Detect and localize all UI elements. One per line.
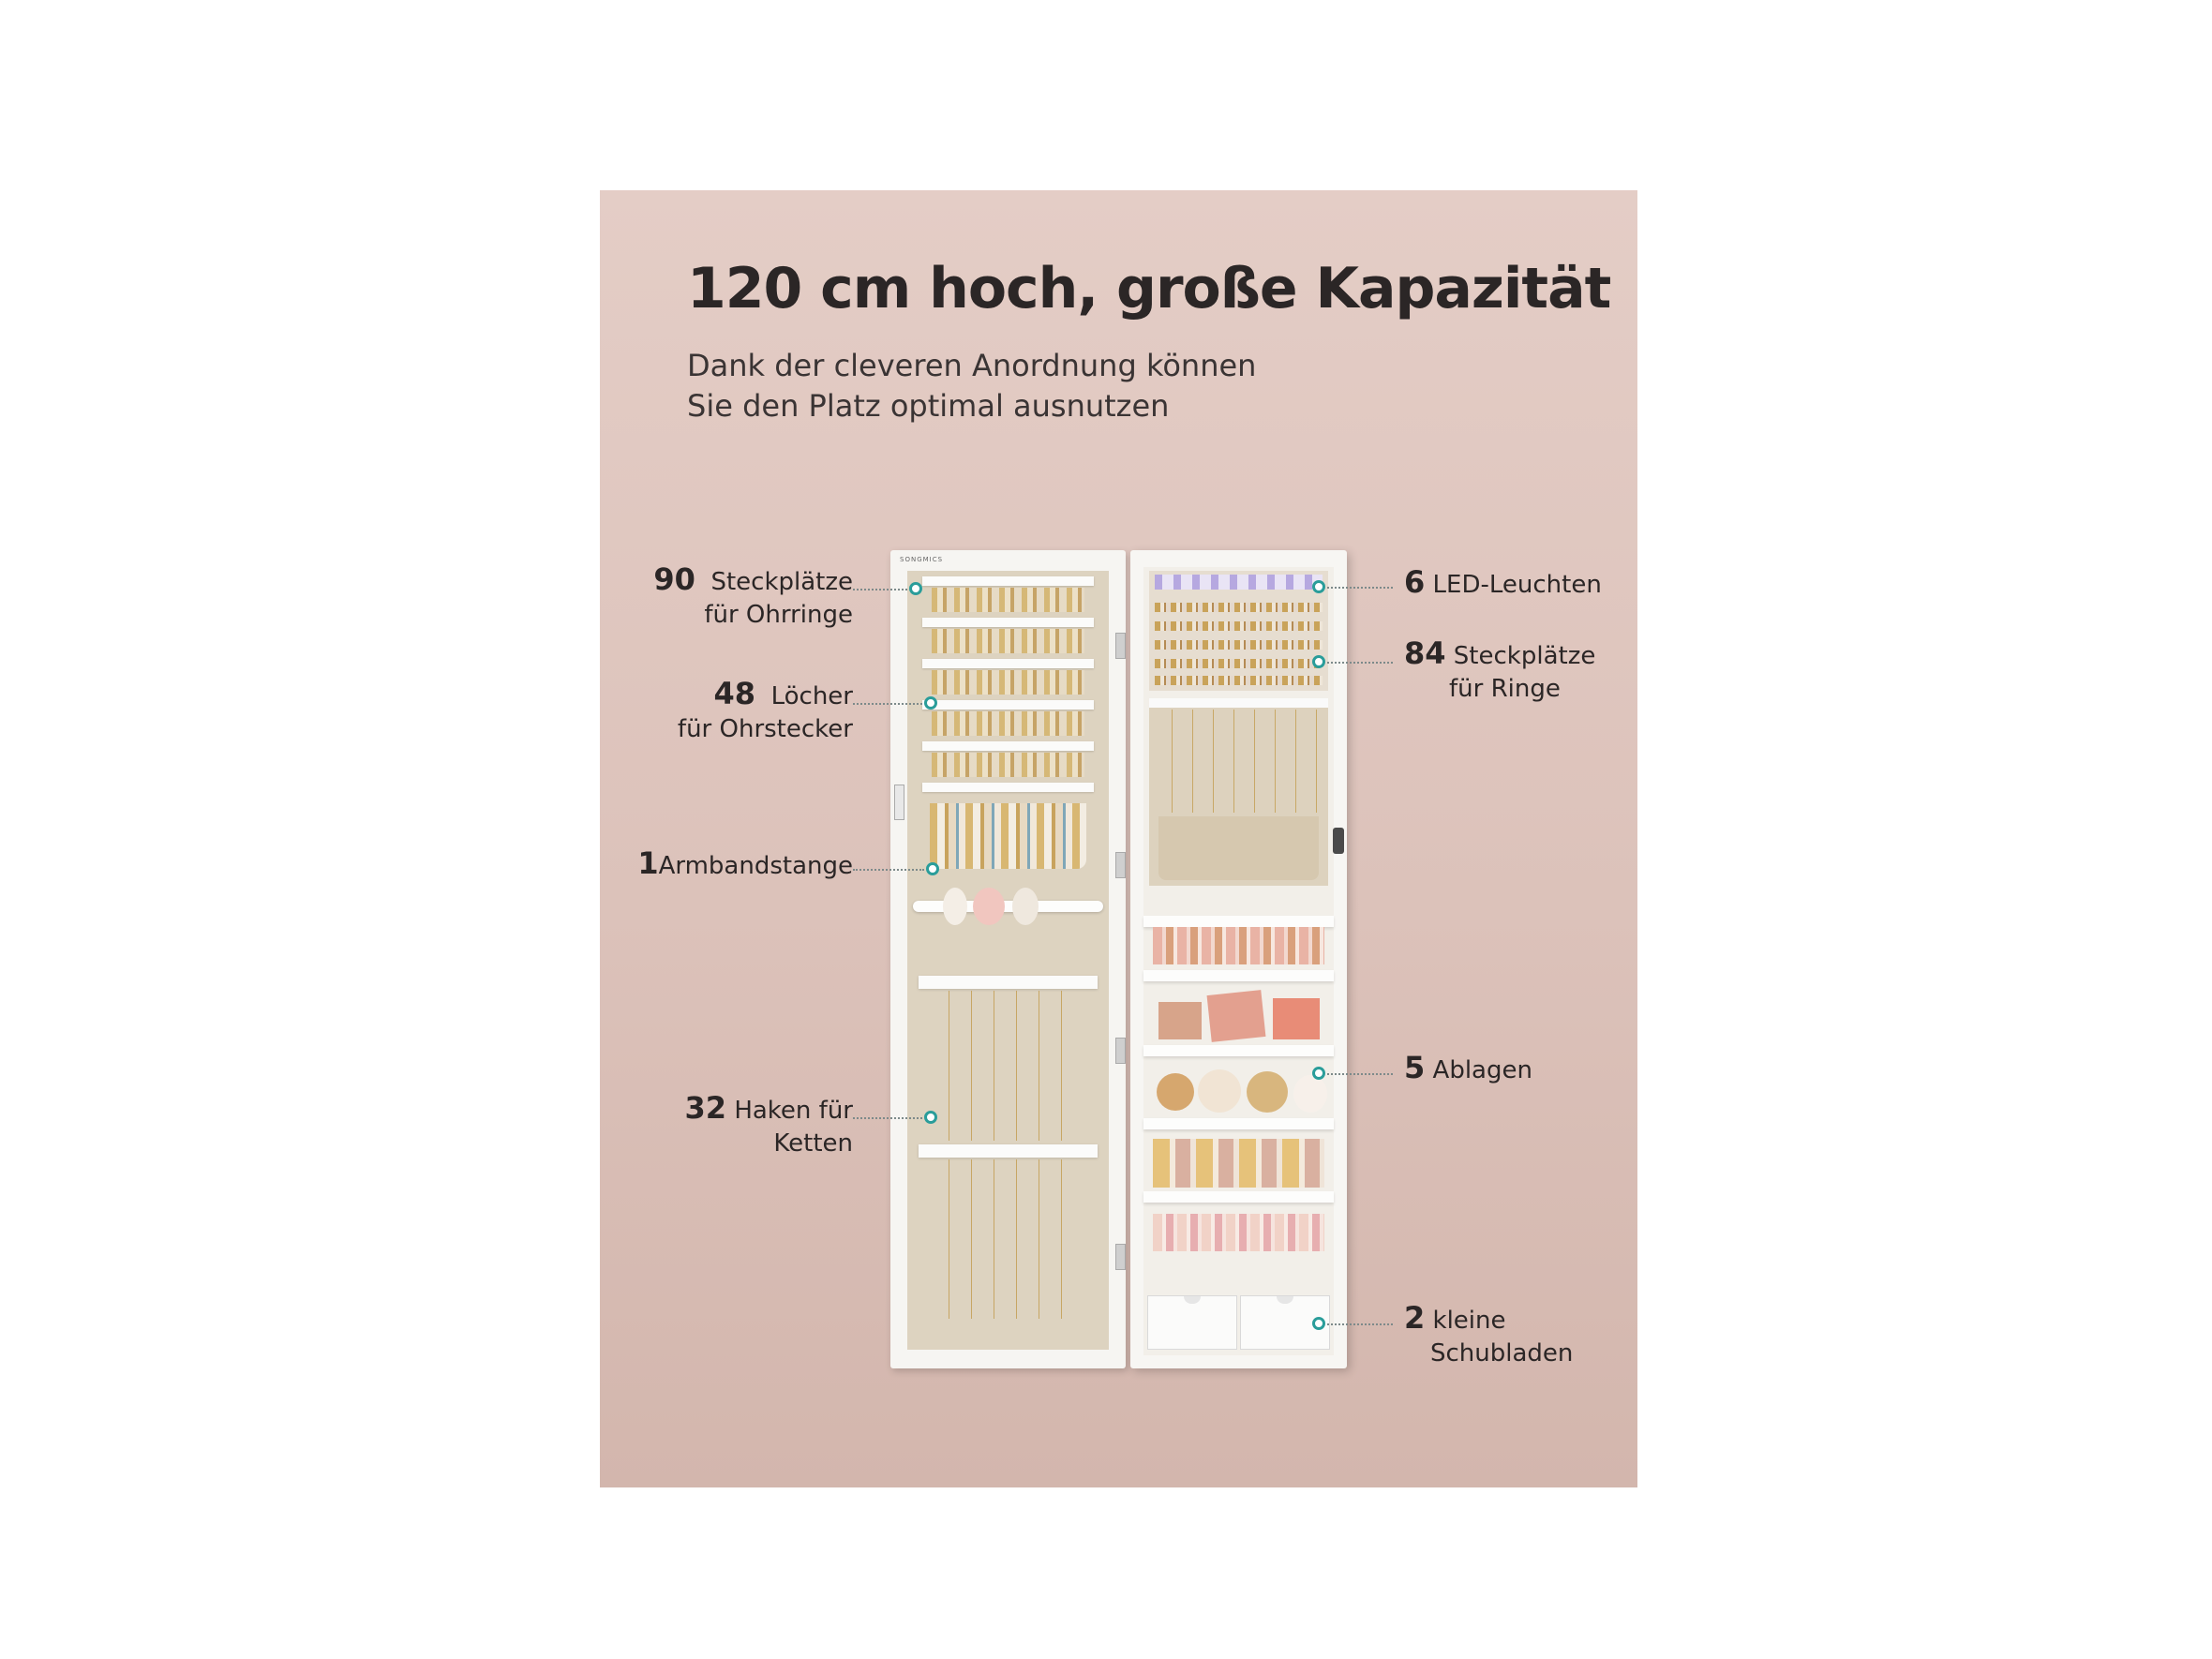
earring-bar xyxy=(922,700,1094,710)
shelf xyxy=(1143,1118,1334,1129)
necklaces xyxy=(935,991,1081,1141)
callout-necklace-hooks xyxy=(619,1092,853,1160)
compacts xyxy=(1153,1068,1324,1114)
small-drawer[interactable] xyxy=(1147,1295,1237,1350)
shelf xyxy=(1143,970,1334,981)
callout-label: Armbandstange xyxy=(658,852,853,880)
leader-line xyxy=(1327,1073,1393,1075)
earring-bar xyxy=(922,576,1094,586)
callout-ring-slots xyxy=(1404,637,1595,706)
lock-icon[interactable] xyxy=(1333,828,1344,854)
ring-tray xyxy=(1149,571,1328,691)
hinge xyxy=(1115,633,1126,659)
callout-led-lights xyxy=(1404,566,1602,602)
hinge xyxy=(1115,852,1126,878)
marker-dot xyxy=(1312,655,1325,668)
necklaces xyxy=(935,1159,1081,1319)
marker-dot xyxy=(1312,580,1325,593)
necklace-hooks xyxy=(1149,698,1328,708)
necklace-hook-bar xyxy=(919,1144,1098,1158)
shelf xyxy=(1143,1191,1334,1203)
callout-stud-holes xyxy=(619,678,853,746)
storage-pocket xyxy=(1158,816,1319,880)
leader-line xyxy=(853,1117,922,1119)
shelf xyxy=(1143,1045,1334,1056)
necklace-panel xyxy=(1149,698,1328,886)
callout-shelves xyxy=(1404,1052,1532,1087)
palettes xyxy=(1153,989,1324,1039)
callout-label: für Ringe xyxy=(1449,675,1561,703)
earring-row xyxy=(932,711,1084,736)
page-subtitle xyxy=(687,346,1531,426)
marker-dot xyxy=(924,696,937,710)
callout-number: 1 xyxy=(637,845,659,881)
hinge xyxy=(1115,1244,1126,1270)
cabinet-door xyxy=(890,550,1126,1368)
ring-row xyxy=(1155,603,1323,612)
page-title: 120 cm hoch, große Kapazität xyxy=(687,256,1611,321)
leader-line xyxy=(1327,587,1393,589)
callout-label: Haken für xyxy=(734,1097,853,1125)
door-handle xyxy=(894,785,904,820)
callout-label: Ablagen xyxy=(1432,1056,1532,1084)
earring-row xyxy=(932,588,1084,612)
callout-number: 6 xyxy=(1404,564,1426,600)
bracelet-rod xyxy=(913,901,1103,912)
callout-label: Ketten xyxy=(773,1129,853,1158)
subtitle-line-2: Sie den Platz optimal ausnutzen xyxy=(687,388,1170,424)
hinge xyxy=(1115,1038,1126,1064)
pearl-bracelet xyxy=(943,888,967,925)
callout-number: 32 xyxy=(684,1090,727,1126)
callout-number: 2 xyxy=(1404,1300,1426,1336)
subtitle-line-1: Dank der cleveren Anordnung können xyxy=(687,348,1257,383)
nail-polish xyxy=(1153,1214,1324,1251)
callout-label: LED-Leuchten xyxy=(1432,571,1602,599)
pearl-bracelet xyxy=(1012,888,1039,925)
callout-label: Steckplätze xyxy=(1453,642,1596,670)
callout-number: 48 xyxy=(713,676,756,711)
callout-label: kleine xyxy=(1432,1307,1506,1335)
earring-row xyxy=(932,753,1084,777)
necklaces xyxy=(1160,710,1317,813)
door-inner-panel xyxy=(907,571,1109,1350)
perfumes xyxy=(1153,1139,1324,1188)
callout-label: Steckplätze xyxy=(710,568,853,596)
ring-row xyxy=(1155,676,1323,685)
brand-logo: SONGMICS xyxy=(900,556,944,563)
callout-number: 84 xyxy=(1404,635,1446,671)
ring-row xyxy=(1155,621,1323,631)
callout-drawers xyxy=(1404,1302,1573,1370)
callout-number: 5 xyxy=(1404,1050,1426,1085)
marker-dot xyxy=(924,1111,937,1124)
earring-bar xyxy=(922,659,1094,668)
earring-bar xyxy=(922,741,1094,751)
callout-number: 90 xyxy=(653,561,695,597)
necklace-hook-bar xyxy=(919,976,1098,989)
cabinet-body xyxy=(1130,550,1347,1368)
earring-bar xyxy=(922,618,1094,627)
shelf xyxy=(1143,916,1334,927)
earring-bar xyxy=(922,783,1094,792)
lipsticks xyxy=(1153,927,1324,964)
marker-dot xyxy=(926,862,939,875)
earring-row xyxy=(932,670,1084,695)
callout-label: Löcher xyxy=(770,682,853,710)
marker-dot xyxy=(1312,1317,1325,1330)
product-panel xyxy=(600,190,1637,1487)
leader-line xyxy=(853,589,907,590)
leader-line xyxy=(853,703,922,705)
leader-line xyxy=(1327,1323,1393,1325)
callout-bracelet-rod xyxy=(619,847,853,883)
callout-earring-slots xyxy=(637,563,853,632)
earring-row xyxy=(932,629,1084,653)
callout-label: Schubladen xyxy=(1430,1339,1574,1368)
dangling-earrings xyxy=(930,803,1086,869)
callout-label: für Ohrringe xyxy=(704,601,853,629)
scrunchie xyxy=(973,888,1005,925)
led-lights xyxy=(1155,575,1323,590)
callout-label: für Ohrstecker xyxy=(677,715,853,743)
marker-dot xyxy=(1312,1067,1325,1080)
leader-line xyxy=(853,869,924,871)
marker-dot xyxy=(909,582,922,595)
cabinet-inner xyxy=(1143,567,1334,1355)
ring-row xyxy=(1155,659,1323,668)
leader-line xyxy=(1327,662,1393,664)
ring-row xyxy=(1155,640,1323,650)
